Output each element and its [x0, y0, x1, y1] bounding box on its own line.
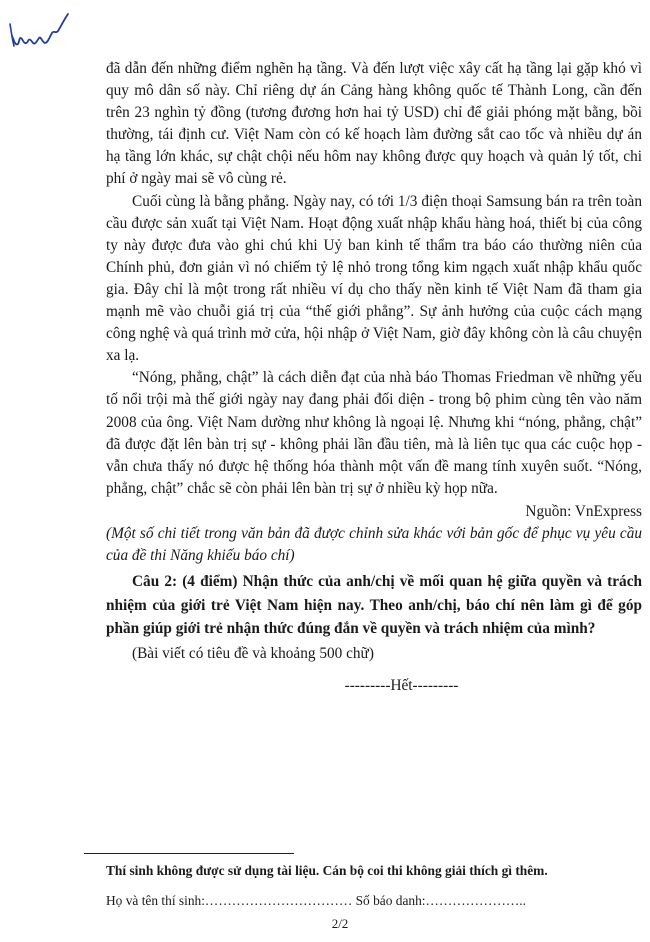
page-number: 2/2 — [331, 916, 349, 931]
footer-notice: Thí sinh không được sử dụng tài liệu. Cán bộ coi thi không giải thích gì thêm. — [106, 863, 548, 878]
document-body — [106, 58, 642, 697]
paragraph-hot-flat-crowded: “Nóng, phẳng, chật” là cách diễn đạt của nhà báo Thomas Friedman về những yếu tố nổi trội mà thế giới ngày nay đang phải đối diện - trong bộ phim cùng tên vào năm 2008 của ông. Việt Nam dường như không là ngoại lệ. Nhưng khi “nóng, phẳng, chật” đã được đặt lên bàn trị sự - không phải lần đầu tiên, mà là liên tục qua các cuộc họp - vẫn chưa thấy nó được hệ thống hóa thành một vấn đề mang tính xuyên suốt. “Nóng, phẳng, chật” chắc sẽ còn phải lên bàn trị sự ở nhiều kỳ họp nữa. — [106, 369, 642, 497]
writing-instruction: (Bài viết có tiêu đề và khoảng 500 chữ) — [132, 644, 374, 662]
editorial-note: (Một số chi tiết trong văn bản đã được chỉnh sửa khác với bản gốc để phục vụ yêu cầu của đề thi Năng khiếu báo chí) — [106, 524, 642, 565]
paragraph-infrastructure: đã dẫn đến những điểm nghẽn hạ tầng. Và đến lượt việc xây cất hạ tầng lại gặp khó vì quy mô dân số này. Chỉ riêng dự án Cảng hàng không quốc tế Thành Long, cần đến trên 23 nghìn tỷ đồng (tương đương hơn hai tỷ USD) chỉ để giải phóng mặt bằng, bồi thường, tái định cư. Việt Nam còn có kế hoạch làm đường sắt cao tốc và nhiều dự án hạ tầng lớn khác, sự chật chội nếu hôm nay không được quy hoạch và quản lý tốt, chi phí ở ngày mai sẽ vô cùng rẻ. — [106, 60, 642, 188]
candidate-info-line: Họ và tên thí sinh:…………………………… Số báo danh:………………….. — [106, 893, 526, 909]
footer — [106, 854, 642, 912]
handwritten-signature — [6, 6, 76, 52]
source-credit: Nguồn: VnExpress — [525, 502, 642, 520]
paragraph-flat-world: Cuối cùng là bằng phẳng. Ngày nay, có tới 1/3 điện thoại Samsung bán ra trên toàn cầu được sản xuất tại Việt Nam. Hoạt động xuất nhập khẩu hàng hoá, thiết bị của công ty này được đưa vào ghi chú khi Uỷ ban kinh tế thẩm tra báo cáo thường niên của Chính phủ, đơn giản vì nó chiếm tỷ lệ nhỏ trong tổng kim ngạch xuất nhập khẩu quốc gia. Đây chỉ là một trong rất nhiều ví dụ cho thấy nền kinh tế Việt Nam đã tham gia mạnh mẽ vào chuỗi giá trị của “thế giới phẳng”. Sự ảnh hưởng của cuộc cách mạng công nghệ và quá trình mở cửa, hội nhập ở Việt Nam, giờ đây không còn là câu chuyện xa lạ. — [106, 192, 642, 365]
end-mark: ---------Hết--------- — [344, 676, 459, 694]
question-2: Câu 2: (4 điểm) Nhận thức của anh/chị về mối quan hệ giữa quyền và trách nhiệm của giới trẻ Việt Nam hiện nay. Theo anh/chị, báo chí nên làm gì để góp phần giúp giới trẻ nhận thức đúng đắn về quyền và trách nhiệm của mình? — [106, 573, 642, 638]
